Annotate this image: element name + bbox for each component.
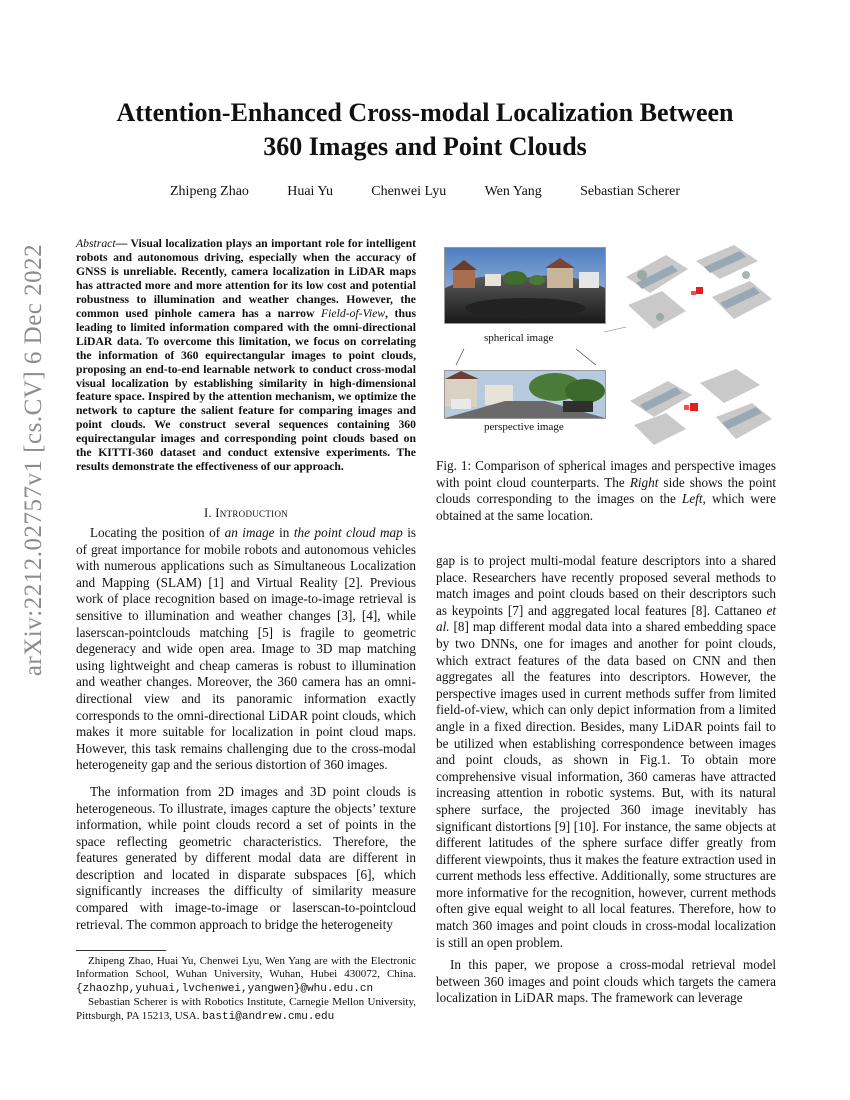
figure-caption: Fig. 1: Comparison of spherical images and perspective images with point cloud counterparts. The Right side shows the point clouds corresponding to the images on the Left, which were obtained at the same location. xyxy=(436,458,776,523)
section-title: Introduction xyxy=(215,506,289,520)
right-paragraph-1: gap is to project multi-modal feature descriptors into a shared place. Researchers have recently proposed several methods to match images and point clouds based on their descriptors such as keypoints [7] and aggregated local features [8]. Cattaneo et al. [8] map different modal data into a shared embedding space by two DNNs, one for images and another for point clouds, which extract features of the data based on CNN and then aggregates all the features into descriptors. However, the perspective images used in current methods suffer from limited field-of-view, which can only depict information from a limited angle in a fixed direction. Besides, many LiDAR points fail to be utilized when establishing correspondence between images and point clouds, as shown in Fig.1. To obtain more comprehensive visual information, 360 cameras have attracted increasing attention in robotic systems. But, with its natural sphere surface, the projected 360 image inevitably has significant distortions [9] [10]. For instance, the same objects at different latitudes of the sphere surface differ greatly from different viewpoints, thus it makes the feature extraction used in current methods less effective. Additionally, some structures are more informative for the recognition, however, current methods often give equal weight to all local features. Therefore, how to match 360 images and point clouds in cross-modal localization is still an open problem. xyxy=(436,553,776,950)
point-cloud-bottom xyxy=(616,365,776,452)
footnote xyxy=(76,955,416,1024)
intro-paragraph-1: Locating the position of an image in the point cloud map is of great importance for mobile robots and autonomous vehicles with numerous applications such as Simultaneous Localization and Mapping (SLAM) [1] and Virtual Reality [2]. Previous work of place recognition based on image-to-image retrieval is sensitive to illumination and weather changes [3], [4], while laserscan-pointclouds matching [5] is fragile to geometric degeneracy and wide open area. Image to 3D map matching using lightweight and cheap cameras is robust to illumination and weather changes. Moreover, the 360 camera has an omni-directional view and its panoramic information exactly corresponds to the omni-directional LiDAR point clouds, which makes it more suitable for localization in point cloud maps. However, this task remains challenging due to the cross-modal heterogeneity gap and the serious distortion of 360 images. xyxy=(76,525,417,773)
abstract-text: — Visual localization plays an important role for intelligent robots and autonomous driving, especially when the accuracy of GNSS is unreliable. Recently, camera localization in LiDAR maps has attracted more and more attention for its low cost and potential robustness to illumination and weather changes. However, the common used pinhole camera has a narrow xyxy=(76,237,416,320)
arxiv-watermark xyxy=(14,243,54,677)
perspective-image-label: perspective image xyxy=(484,421,564,433)
abstract xyxy=(76,237,416,474)
paper-title xyxy=(60,96,790,164)
author: Chenwei Lyu xyxy=(371,184,447,199)
title-line-1: Attention-Enhanced Cross-modal Localization Between xyxy=(116,98,734,127)
author: Zhipeng Zhao xyxy=(170,184,249,199)
right-paragraph-2: In this paper, we propose a cross-modal retrieval model between 360 images and point clouds which targets the camera localization in LiDAR maps. The framework can leverage xyxy=(436,957,776,1006)
footnote-rule xyxy=(76,950,166,951)
footnote-affiliation-2: Sebastian Scherer is with Robotics Institute, Carnegie Mellon University, Pittsburgh, PA 15213, USA. xyxy=(76,996,416,1022)
title-line-2: 360 Images and Point Clouds xyxy=(263,132,587,161)
arxiv-id: arXiv:2212.02757v1 [cs.CV] 6 Dec 2022 xyxy=(20,243,47,677)
author-list xyxy=(170,184,680,200)
author: Huai Yu xyxy=(287,184,333,199)
abstract-label: Abstract xyxy=(76,237,116,250)
footnote-email-2: basti@andrew.cmu.edu xyxy=(202,1010,335,1023)
footnote-affiliation-1: Zhipeng Zhao, Huai Yu, Chenwei Lyu, Wen Yang are with the Electronic Information School, Wuhan University, Wuhan, Hubei 430072, China. xyxy=(76,955,416,981)
right-column-body xyxy=(436,553,776,1007)
spherical-image-label: spherical image xyxy=(484,332,554,344)
author: Sebastian Scherer xyxy=(580,184,680,199)
author: Wen Yang xyxy=(484,184,542,199)
section-heading xyxy=(76,506,416,521)
figure-1 xyxy=(436,237,779,452)
abstract-fov: Field-of-View xyxy=(321,306,386,320)
section-number: I. xyxy=(203,506,216,520)
footnote-emails: {zhaozhp,yuhuai,lvchenwei,yangwen}@whu.edu.cn xyxy=(76,982,374,995)
abstract-text-2: , thus leading to limited information compared with the omni-directional LiDAR data. To overcome this limitation, we focus on correlating the information of 360 equirectangular images to point clouds, proposing an end-to-end learnable network to conduct cross-modal visual localization by establishing similarity in high-dimensional feature space. Inspired by the attention mechanism, we optimize the network to capture the salient feature for comparing images and point clouds. We construct several sequences containing 360 equirectangular images and corresponding point clouds based on the KITTI-360 dataset and conduct extensive experiments. The results demonstrate the effectiveness of our approach. xyxy=(76,306,416,474)
left-column-body xyxy=(76,525,416,933)
point-cloud-top xyxy=(616,237,776,342)
intro-paragraph-2: The information from 2D images and 3D point clouds is heterogeneous. To illustrate, images capture the objects’ texture information, while point clouds record a set of points in the space reflecting geometric characteristics. Therefore, the features generated by different modal data are different in description and located in disparate subspaces [6], which significantly increases the difficulty of similarity measure compared with image-to-image or laserscan-to-pointcloud retrieval. The common approach to bridge the heterogeneity xyxy=(76,783,416,932)
